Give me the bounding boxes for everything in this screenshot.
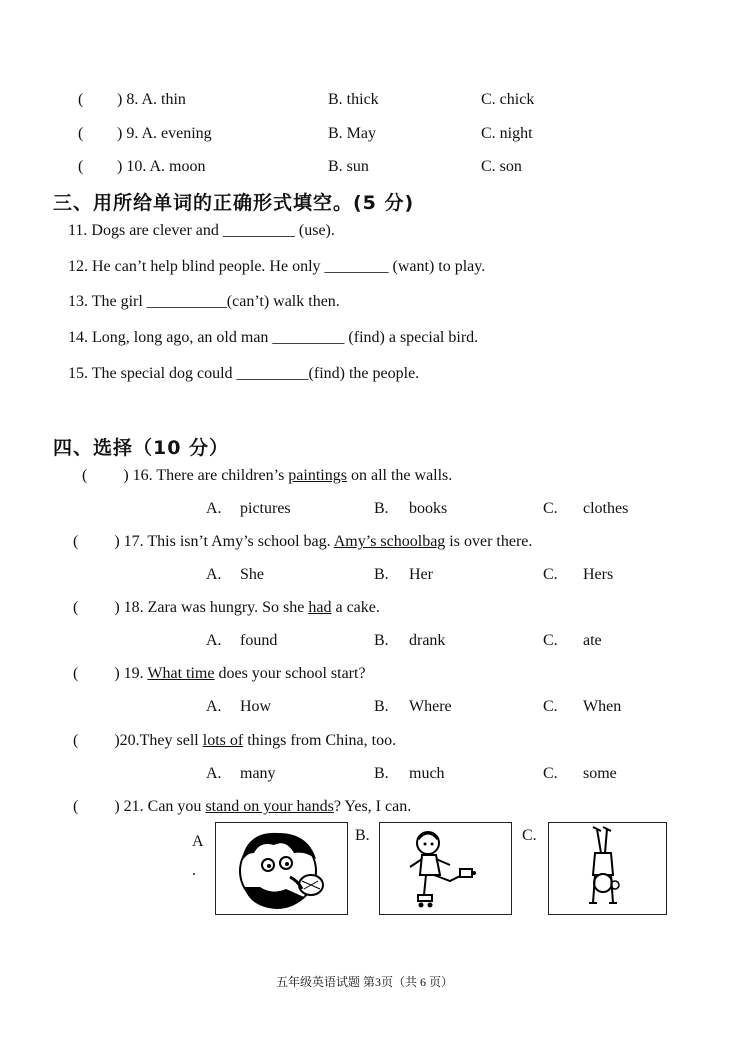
- option-a-text: She: [240, 566, 264, 583]
- question-10-option-c: C. son: [481, 158, 522, 175]
- option-b-text: Where: [409, 698, 452, 715]
- option-b-letter: B.: [355, 827, 370, 844]
- answer-paren: (: [73, 533, 79, 550]
- boy-eating-illustration: [216, 823, 347, 914]
- option-c-letter: C.: [543, 632, 558, 649]
- underlined-phrase: stand on your hands: [205, 798, 334, 815]
- question-11: 11. Dogs are clever and _________ (use).: [68, 222, 335, 239]
- question-text-end: is over there.: [445, 533, 533, 550]
- option-a-text: pictures: [240, 500, 291, 517]
- girl-handstand-illustration: [549, 823, 666, 914]
- option-a-letter: A.: [206, 765, 222, 782]
- option-c-text: clothes: [583, 500, 629, 517]
- section-3-heading: 三、用所给单词的正确形式填空。(5 分): [53, 192, 415, 214]
- answer-paren: (: [73, 798, 79, 815]
- question-text-end: does your school start?: [214, 665, 366, 682]
- option-c-letter: C.: [543, 566, 558, 583]
- answer-paren: (: [73, 665, 79, 682]
- picture-b-skating: [379, 822, 512, 915]
- option-b-letter: B.: [374, 765, 389, 782]
- picture-a-eating: [215, 822, 348, 915]
- answer-paren: (: [78, 125, 84, 142]
- option-a-text: many: [240, 765, 276, 782]
- underlined-phrase: What time: [147, 665, 215, 682]
- underlined-phrase: lots of: [202, 732, 244, 749]
- answer-paren: (: [78, 158, 84, 175]
- answer-paren: (: [73, 732, 79, 749]
- answer-paren: (: [73, 599, 79, 616]
- question-9-option-c: C. night: [481, 125, 533, 142]
- option-a-text: found: [240, 632, 278, 649]
- question-text: ) 21. Can you: [114, 798, 206, 815]
- answer-paren: (: [82, 467, 88, 484]
- question-18: [73, 599, 380, 617]
- option-b-text: drank: [409, 632, 446, 649]
- question-12: 12. He can’t help blind people. He only ________ (want) to play.: [68, 258, 486, 275]
- question-8-option-c: C. chick: [481, 91, 535, 108]
- question-text-end: on all the walls.: [346, 467, 453, 484]
- question-17: [73, 533, 532, 551]
- option-a-dot: .: [192, 862, 196, 879]
- question-text: )20.They sell: [114, 732, 203, 749]
- option-b-letter: B.: [374, 632, 389, 649]
- option-c-text: some: [583, 765, 617, 782]
- underlined-phrase: had: [308, 599, 332, 616]
- option-a-letter: A.: [206, 698, 222, 715]
- question-text-end: ? Yes, I can.: [333, 798, 412, 815]
- question-text: ) 16. There are children’s: [123, 467, 289, 484]
- option-b-letter: B.: [374, 698, 389, 715]
- answer-paren: (: [78, 91, 84, 108]
- question-10-option-a: ) 10. A. moon: [117, 158, 206, 175]
- option-c-letter: C.: [543, 698, 558, 715]
- question-text: ) 18. Zara was hungry. So she: [114, 599, 309, 616]
- question-19: [73, 665, 366, 683]
- option-c-letter: C.: [543, 500, 558, 517]
- picture-c-handstand: [548, 822, 667, 915]
- page-footer: 五年级英语试题 第3页（共 6 页）: [276, 975, 454, 989]
- question-9-option-b: B. May: [328, 125, 376, 142]
- option-c-text: Hers: [583, 566, 614, 583]
- option-c-letter: C.: [543, 765, 558, 782]
- option-a-letter: A.: [206, 566, 222, 583]
- question-text: ) 17. This isn’t Amy’s school bag.: [114, 533, 334, 550]
- question-9-option-a: ) 9. A. evening: [117, 125, 212, 142]
- section-4-heading: 四、选择（10 分）: [53, 437, 230, 459]
- option-a-letter: A: [192, 833, 204, 850]
- question-8-option-a: ) 8. A. thin: [117, 91, 186, 108]
- option-b-letter: B.: [374, 500, 389, 517]
- question-21: [73, 798, 411, 816]
- question-14: 14. Long, long ago, an old man _________ (find) a special bird.: [68, 329, 479, 346]
- option-c-letter: C.: [522, 827, 537, 844]
- underlined-phrase: paintings: [288, 467, 347, 484]
- question-15: 15. The special dog could _________(find) the people.: [68, 365, 420, 382]
- question-8-option-b: B. thick: [328, 91, 379, 108]
- question-text-end: things from China, too.: [243, 732, 397, 749]
- option-a-text: How: [240, 698, 272, 715]
- option-a-letter: A.: [206, 500, 222, 517]
- question-13: 13. The girl __________(can’t) walk then.: [68, 293, 340, 310]
- option-c-text: When: [583, 698, 622, 715]
- question-10-option-b: B. sun: [328, 158, 369, 175]
- question-text: ) 19.: [114, 665, 148, 682]
- underlined-phrase: Amy’s schoolbag: [333, 533, 446, 550]
- option-b-text: Her: [409, 566, 433, 583]
- question-16: [82, 467, 452, 485]
- question-20: [73, 732, 396, 750]
- option-a-letter: A.: [206, 632, 222, 649]
- question-text-end: a cake.: [331, 599, 380, 616]
- option-b-text: books: [409, 500, 448, 517]
- option-c-text: ate: [583, 632, 602, 649]
- boy-skating-illustration: [380, 823, 511, 914]
- option-b-text: much: [409, 765, 445, 782]
- option-b-letter: B.: [374, 566, 389, 583]
